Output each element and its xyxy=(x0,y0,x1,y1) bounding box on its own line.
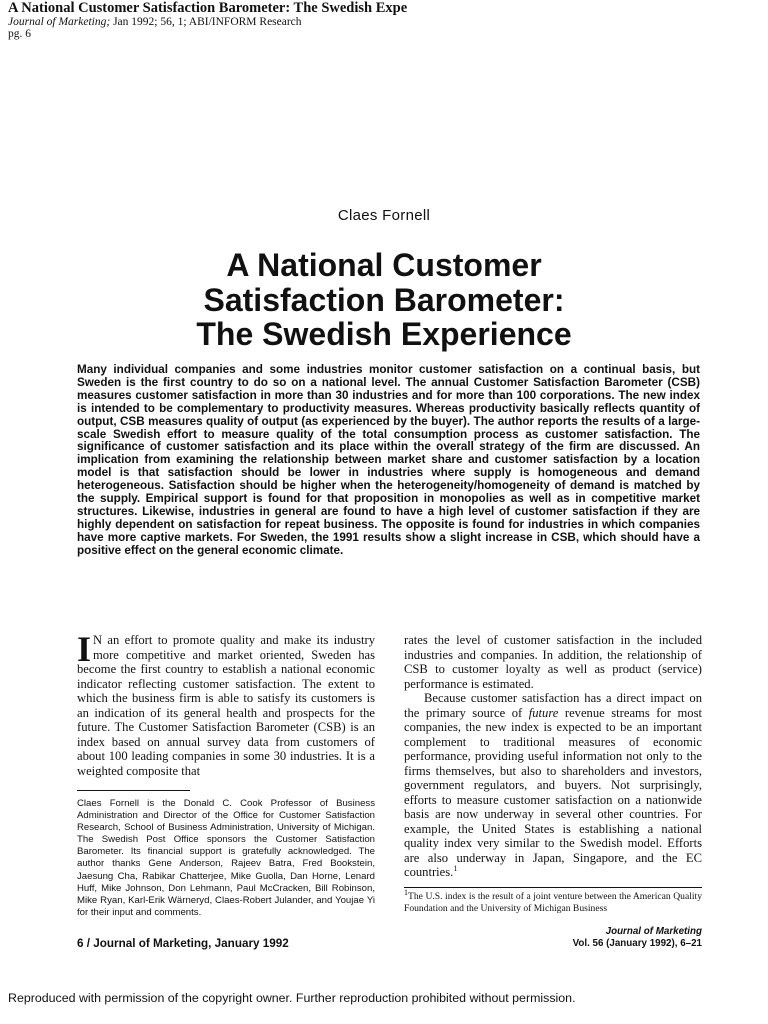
copyright-notice: Reproduced with permission of the copyright owner. Further reproduction prohibited without permission. xyxy=(8,991,576,1005)
article-title xyxy=(0,248,768,352)
header-title: A National Customer Satisfaction Barometer: The Swedish Expe xyxy=(8,1,408,16)
header-issue: Jan 1992; 56, 1; ABI/INFORM Research xyxy=(110,16,302,29)
author-footnote: Claes Fornell is the Donald C. Cook Professor of Business Administration and Director of the Office for Customer Satisfaction Research, School of Business Administration, University of Michigan. The Swedish Post Office sponsors the Customer Satisfaction Barometer. Its financial support is gratefully acknowledged. The author thanks Gene Anderson, Rajeev Batra, Fred Bookstein, Jaesung Cha, Rabikar Chatterjee, Mike Guolla, Dan Horne, Lenard Huff, Mike Johnson, Don Lehmann, Paul McCracken, Bill Robinson, Mike Ryan, Karl-Erik Wärneryd, Claes-Robert Julander, and Youjae Yi for their input and comments. xyxy=(77,798,375,918)
drop-cap: I xyxy=(77,629,92,669)
article-author: Claes Fornell xyxy=(337,207,431,224)
paragraph-text: Because customer satisfaction has a direct impact on the primary source of xyxy=(404,691,702,720)
paragraph-text: revenue streams for most companies, the new index is expected to be an important complement to traditional measures of economic performance, providing useful information not only to the firms themselves, but also to shareholders and investors, government regulators, and buyers. Not surprisingly, efforts to measure customer satisfaction on a nationwide basis are now underway in several other countries. For example, the United States is establishing a national quality index very similar to the Swedish model. Efforts are also underway in Japan, Singapore, and the EC countries. xyxy=(404,705,702,879)
title-line: Satisfaction Barometer: xyxy=(203,281,565,318)
body-column-left xyxy=(77,629,375,778)
footnote-divider xyxy=(77,790,190,791)
document-header xyxy=(8,1,748,40)
body-paragraph: N an effort to promote quality and make its industry more competitive and market oriented, Sweden has become the first country to establish a national economic indicator reflecting customer satisfaction. The extent to which the business firm is able to satisfy its customers is an indication of its general health and prospects for the future. The Customer Satisfaction Barometer (CSB) is an index based on annual survey data from customers of about 100 leading companies in some 30 industries. It is a weighted composite that xyxy=(77,633,375,778)
body-paragraph: rates the level of customer satisfaction in the included industries and companies. In addition, the relationship of CSB to customer loyalty as well as product (service) performance is estimated. xyxy=(404,633,702,691)
footnote-reference: 1 xyxy=(453,863,458,873)
title-line: The Swedish Experience xyxy=(196,316,572,353)
header-citation xyxy=(8,16,748,28)
footnote-divider xyxy=(404,887,702,888)
emphasis-text: future xyxy=(528,705,559,720)
footer-journal: Journal of Marketing xyxy=(605,926,702,937)
page-footer-right xyxy=(573,926,702,949)
footnote-1 xyxy=(404,887,702,915)
header-page: pg. 6 xyxy=(8,28,31,41)
body-column-right xyxy=(404,633,702,880)
footnote-mark: 1 xyxy=(404,887,408,897)
header-journal: Journal of Marketing; xyxy=(8,16,111,29)
footer-volume: Vol. 56 (January 1992), 6–21 xyxy=(572,937,702,949)
body-paragraph xyxy=(404,691,702,880)
abstract: Many individual companies and some industries monitor customer satisfaction on a continual basis, but Sweden is the first country to do so on a national level. The annual Customer Satisfaction Barometer (CSB) measures customer satisfaction in more than 30 industries and for more than 100 corporations. The new index is intended to be complementary to productivity measures. Whereas productivity basically reflects quantity of output, CSB measures quality of output (as experienced by the buyer). The author reports the results of a large-scale Swedish effort to measure quality of the total consumption process as customer satisfaction. The significance of customer satisfaction and its place within the overall strategy of the firm are discussed. An implication from examining the relationship between market share and customer satisfaction by a location model is that satisfaction should be lower in industries where supply is homogeneous and demand heterogeneous. Satisfaction should be higher when the heterogeneity/homogeneity of demand is matched by the supply. Empirical support is found for that proposition in monopolies as well as in competitive market structures. Likewise, industries in general are found to have a high level of customer satisfaction if they are highly dependent on satisfaction for repeat business. The opposite is found for industries in which companies have more captive markets. For Sweden, the 1991 results show a slight increase in CSB, which should have a positive effect on the general economic climate. xyxy=(77,363,700,557)
footnote-text: The U.S. index is the result of a joint venture between the American Quality Foundation and the University of Michigan Business xyxy=(404,891,702,915)
title-line: A National Customer xyxy=(226,247,542,283)
page-footer-left: 6 / Journal of Marketing, January 1992 xyxy=(77,937,289,950)
